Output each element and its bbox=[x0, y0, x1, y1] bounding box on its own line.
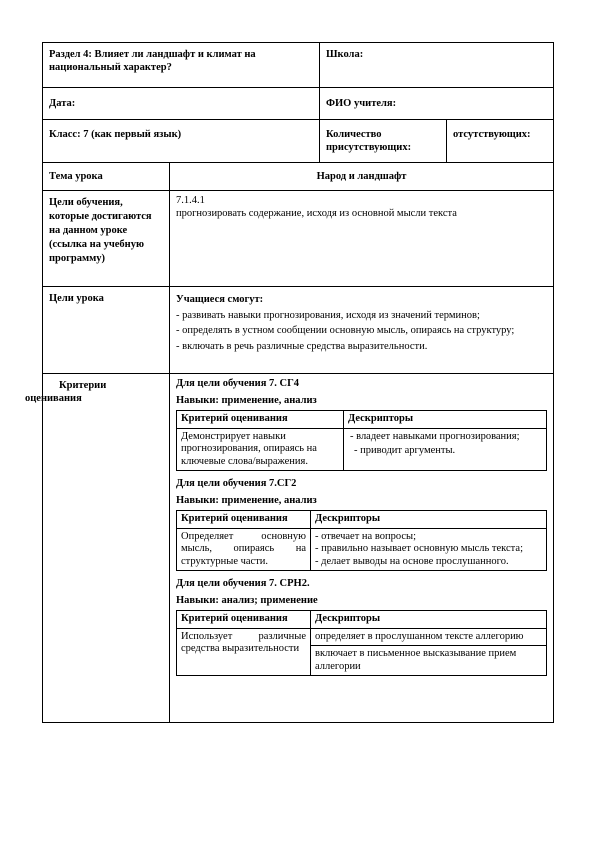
criteria-table-3 bbox=[176, 610, 547, 676]
topic-value: Народ и ландшафт bbox=[316, 171, 407, 182]
topic-row bbox=[42, 163, 554, 191]
criteria-label bbox=[25, 374, 170, 722]
class-field: Класс: 7 (как первый язык) bbox=[43, 120, 320, 162]
goals-content bbox=[170, 191, 553, 286]
header-row-section bbox=[42, 42, 554, 88]
criterion-cell: Использует различные средства выразительности bbox=[177, 628, 311, 676]
aim-item: - развивать навыки прогнозирования, исходя из значений терминов; bbox=[176, 309, 480, 321]
aims-label: Цели урока bbox=[43, 287, 170, 373]
criteria-skills-3: Навыки: анализ; применение bbox=[176, 595, 318, 606]
criteria-col-header: Критерий оценивания bbox=[177, 511, 311, 529]
criteria-skills-1: Навыки: применение, анализ bbox=[176, 395, 317, 406]
school-field: Школа: bbox=[326, 49, 364, 60]
aim-item: - определять в устном сообщении основную мысль, опираясь на структуру; bbox=[176, 325, 515, 336]
descriptors-col-header: Дескрипторы bbox=[311, 511, 547, 529]
descriptors-col-header: Дескрипторы bbox=[311, 611, 547, 629]
section-title: Раздел 4: Влияет ли ландшафт и климат на национальный характер? bbox=[43, 43, 320, 87]
descriptor-item: - владеет навыками прогнозирования; bbox=[350, 430, 520, 442]
descriptor-item: - отвечает на вопросы; bbox=[315, 530, 416, 542]
criteria-col-header: Критерий оценивания bbox=[177, 611, 311, 629]
present-field: Количество присутствующих: bbox=[320, 120, 447, 162]
goals-code: 7.1.4.1 bbox=[176, 195, 205, 206]
criteria-goal-2: Для цели обучения 7.СГ2 bbox=[176, 478, 297, 489]
criteria-table-2 bbox=[176, 510, 547, 571]
goals-text: прогнозировать содержание, исходя из основной мысли текста bbox=[176, 208, 457, 219]
descriptor-item: - правильно называет основную мысль текста; bbox=[315, 543, 523, 554]
absent-field: отсутствующих: bbox=[453, 129, 531, 140]
descriptors-cell bbox=[344, 428, 547, 471]
criteria-label-line1: Критерии bbox=[59, 380, 107, 391]
date-field: Дата: bbox=[43, 88, 320, 119]
criteria-skills-2: Навыки: применение, анализ bbox=[176, 495, 317, 506]
aims-content bbox=[170, 287, 553, 373]
criterion-cell: Определяет основную мысль, опираясь на структурные части. bbox=[177, 528, 311, 571]
criteria-content bbox=[170, 374, 553, 722]
header-row-class bbox=[42, 120, 554, 163]
descriptors-cell bbox=[311, 528, 547, 571]
aims-title: Учащиеся смогут: bbox=[176, 294, 264, 305]
descriptor-item: включает в письменное высказывание прием аллегории bbox=[311, 646, 547, 676]
teacher-field: ФИО учителя: bbox=[326, 98, 397, 109]
header-row-date bbox=[42, 88, 554, 120]
goals-label: Цели обучения, которые достигаются на данном уроке (ссылка на учебную программу) bbox=[43, 191, 170, 286]
criteria-col-header: Критерий оценивания bbox=[177, 411, 344, 429]
criteria-goal-3: Для цели обучения 7. СРН2. bbox=[176, 578, 310, 589]
criterion-cell: Демонстрирует навыки прогнозирования, опираясь на ключевые слова/выражения. bbox=[177, 428, 344, 471]
criteria-table-1 bbox=[176, 410, 547, 471]
aim-item: - включать в речь различные средства выразительности. bbox=[176, 340, 428, 352]
descriptor-item: - приводит аргументы. bbox=[354, 445, 456, 456]
criteria-row bbox=[25, 374, 554, 723]
descriptors-col-header: Дескрипторы bbox=[344, 411, 547, 429]
descriptor-item: определяет в прослушанном тексте аллегорию bbox=[311, 628, 547, 646]
aims-row bbox=[42, 287, 554, 374]
descriptor-item: - делает выводы на основе прослушанного. bbox=[315, 555, 509, 567]
goals-row bbox=[42, 191, 554, 287]
topic-label: Тема урока bbox=[43, 163, 170, 190]
criteria-goal-1: Для цели обучения 7. СГ4 bbox=[176, 378, 300, 389]
criteria-label-line2: оценивания bbox=[25, 393, 82, 404]
lesson-plan-form bbox=[25, 42, 554, 723]
